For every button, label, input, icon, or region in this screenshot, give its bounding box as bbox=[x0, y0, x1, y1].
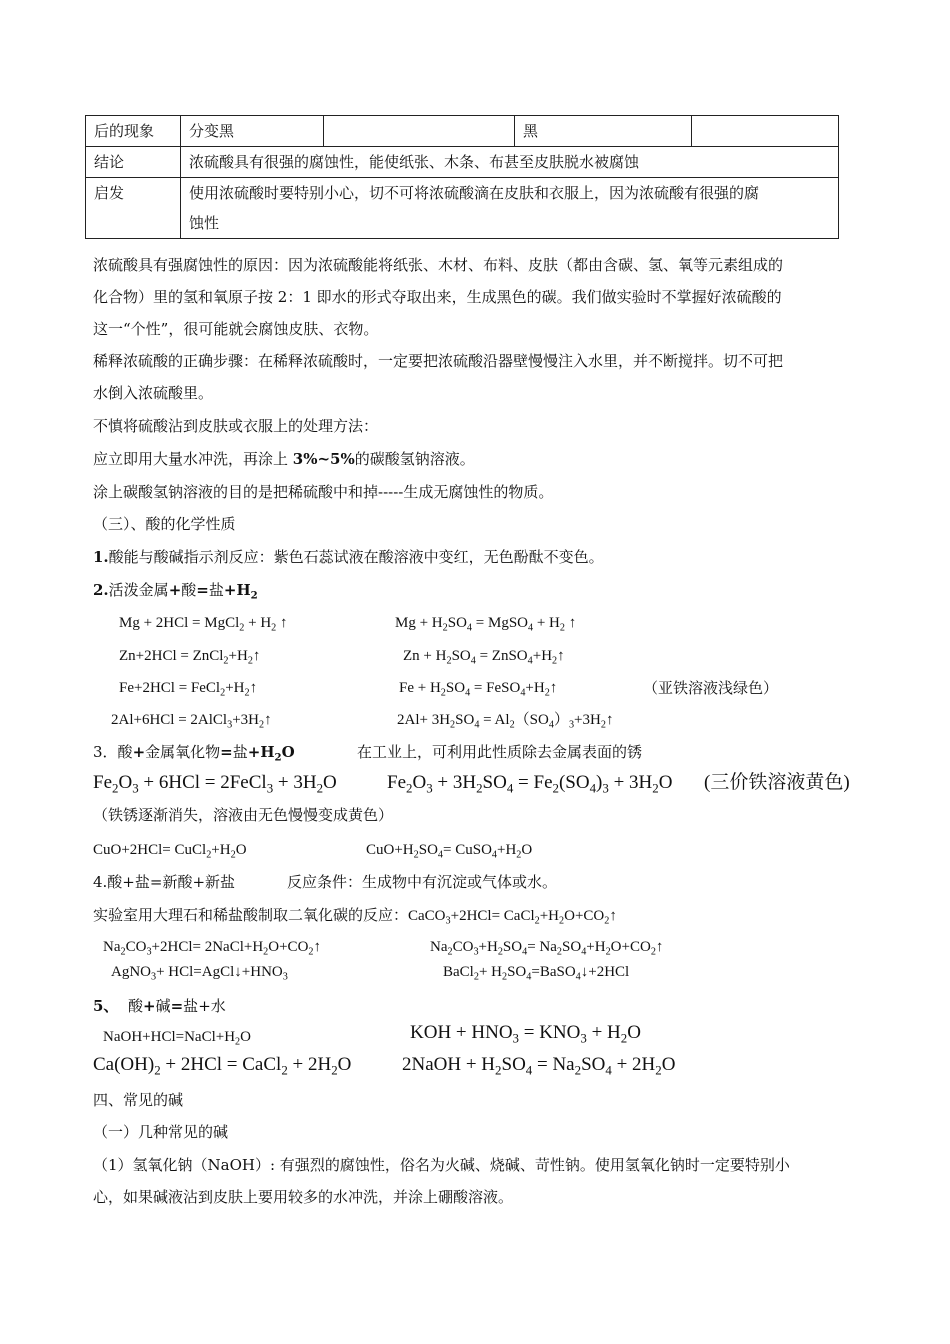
subscript: 2 bbox=[516, 849, 522, 861]
text-run: 2 bbox=[250, 589, 258, 602]
subsection-heading bbox=[93, 580, 258, 600]
formula-text: O bbox=[337, 1054, 352, 1075]
subscript: 2 bbox=[652, 780, 659, 796]
formula-text: SO bbox=[562, 939, 582, 955]
subscript: 4 bbox=[520, 687, 526, 699]
formula-text: + 3H bbox=[608, 772, 653, 793]
formula-text: 2Al+ 3H bbox=[397, 712, 451, 728]
subscript: 3 bbox=[445, 915, 451, 927]
formula-text: ↑ bbox=[609, 908, 617, 924]
subscript: 3 bbox=[282, 971, 288, 983]
equation bbox=[430, 937, 663, 957]
formula-text: CuO+2HCl= CuCl bbox=[93, 842, 207, 858]
paragraph-line: 心，如果碱液沾到皮肤上要用较多的水冲洗，并涂上硼酸溶液。 bbox=[93, 1188, 514, 1206]
formula-text: +H bbox=[228, 648, 248, 664]
subscript: 2 bbox=[316, 780, 324, 796]
formula-text: =BaSO bbox=[531, 964, 576, 980]
paragraph-line: 涂上碳酸氢钠溶液的目的是把稀硫酸中和掉-----生成无腐蚀性的物质。 bbox=[93, 483, 554, 501]
table-cell: 启发 bbox=[86, 178, 181, 239]
subscript: 2 bbox=[413, 849, 419, 861]
subscript: 4 bbox=[474, 719, 480, 731]
subscript: 2 bbox=[559, 622, 565, 634]
formula-text: O+CO bbox=[610, 939, 651, 955]
subscript: 2 bbox=[239, 622, 245, 634]
formula-text: ↑ bbox=[313, 939, 321, 955]
paragraph-line bbox=[93, 905, 617, 926]
formula-text: +H bbox=[525, 680, 545, 696]
experiment-table bbox=[85, 115, 839, 239]
formula-text: = Al bbox=[479, 712, 510, 728]
formula-text: = FeSO bbox=[470, 680, 521, 696]
table-cell: 浓硫酸具有很强的腐蚀性，能使纸张、木条、布甚至皮肤脱水被腐蚀 bbox=[181, 147, 839, 178]
formula-text: SO bbox=[502, 939, 523, 955]
paragraph-line: 水倒入浓硫酸里。 bbox=[93, 384, 214, 402]
text-run: 水 bbox=[210, 997, 226, 1015]
formula-text: Fe + H bbox=[399, 680, 441, 696]
text-run: 3%~5% bbox=[292, 450, 355, 468]
formula-text: ） bbox=[553, 712, 569, 728]
equation bbox=[103, 937, 321, 957]
subscript: 2 bbox=[446, 655, 452, 667]
subscript: 2 bbox=[230, 849, 236, 861]
subscript: 2 bbox=[501, 971, 508, 983]
formula-text: +H bbox=[225, 680, 245, 696]
formula-text: Fe+2HCl = FeCl bbox=[119, 680, 221, 696]
formula-text: ↑ bbox=[564, 615, 577, 631]
subscript: 4 bbox=[527, 655, 533, 667]
subscript: 2 bbox=[552, 780, 559, 796]
paragraph-line: 稀释浓硫酸的正确步骤：在稀释浓硫酸时，一定要把浓硫酸沿器壁慢慢注入水里，并不断搅拌。切不可把 bbox=[93, 352, 784, 370]
formula-text: SO bbox=[445, 680, 466, 696]
paragraph-line: 不慎将硫酸沾到皮肤或衣服上的处理方法： bbox=[93, 417, 379, 435]
formula-text: + 6HCl = 2FeCl bbox=[138, 772, 267, 793]
subsection-heading bbox=[93, 742, 295, 762]
subscript: 2 bbox=[331, 1062, 338, 1078]
subscript: 2 bbox=[476, 780, 483, 796]
formula-text: Ca(OH) bbox=[93, 1054, 155, 1075]
subscript: 3 bbox=[266, 780, 274, 796]
formula-text: = Na bbox=[532, 1054, 575, 1075]
subscript: 2 bbox=[247, 655, 253, 667]
text-run: = bbox=[196, 581, 209, 599]
subscript: 2 bbox=[559, 915, 565, 927]
subsection-heading: 4.酸+盐=新酸+新盐 bbox=[93, 873, 236, 891]
formula-text: Fe bbox=[93, 772, 112, 793]
formula-text: +H bbox=[211, 842, 231, 858]
table-row bbox=[86, 178, 839, 239]
formula-text: ↑ bbox=[549, 680, 558, 696]
text-run: 酸 bbox=[181, 581, 197, 599]
equation bbox=[111, 962, 288, 982]
formula-text: SO bbox=[451, 648, 471, 664]
subscript: 2 bbox=[620, 1030, 628, 1046]
subscript: 2 bbox=[223, 655, 229, 667]
equation bbox=[395, 613, 576, 633]
paragraph-line: （铁锈逐渐消失，溶液由无色慢慢变成黄色） bbox=[93, 806, 394, 824]
color-note: （亚铁溶液浅绿色） bbox=[643, 679, 779, 697]
subscript: 2 bbox=[259, 719, 265, 731]
subscript: 2 bbox=[263, 946, 269, 958]
formula-text: +H bbox=[539, 908, 560, 924]
formula-text: = Fe bbox=[513, 772, 553, 793]
formula-text: Na bbox=[103, 939, 121, 955]
table-cell-line: 使用浓硫酸时要特别小心，切不可将浓硫酸滴在皮肤和衣服上，因为浓硫酸有很强的腐 bbox=[189, 184, 760, 202]
paragraph-line: 化合物）里的氢和氧原子按 2：1 即水的形式夺取出来，生成黑色的碳。我们做实验时不掌握好浓硫酸的 bbox=[93, 288, 782, 306]
equation bbox=[119, 613, 288, 633]
subscript: 4 bbox=[470, 655, 476, 667]
formula-text: O bbox=[627, 1022, 641, 1043]
formula-text: +H bbox=[586, 939, 606, 955]
subscript: 3 bbox=[580, 1030, 587, 1046]
text-run: 应立即用大量水冲洗，再涂上 bbox=[93, 450, 293, 468]
formula-text: ↑ bbox=[252, 648, 261, 664]
formula-text: = CuSO bbox=[443, 842, 492, 858]
subscript: 2 bbox=[604, 915, 610, 927]
subscript: 4 bbox=[491, 849, 497, 861]
text-run: 2. bbox=[93, 581, 109, 599]
subscript: 3 bbox=[132, 780, 139, 796]
text-run: + bbox=[143, 997, 156, 1015]
equation bbox=[119, 678, 257, 698]
subscript: 2 bbox=[509, 719, 515, 731]
formula-text: CuO+H bbox=[366, 842, 414, 858]
section-heading: （一）几种常见的碱 bbox=[93, 1123, 229, 1141]
subscript: 4 bbox=[437, 849, 444, 861]
formula-text: SO bbox=[418, 842, 438, 858]
section-heading: 四、常见的碱 bbox=[93, 1091, 184, 1109]
equation bbox=[119, 646, 260, 666]
text-run: O bbox=[281, 743, 295, 761]
paragraph-line bbox=[93, 449, 475, 469]
formula-text: +H bbox=[532, 648, 553, 664]
formula-text: + 2HCl = CaCl bbox=[160, 1054, 282, 1075]
table-cell-line: 蚀性 bbox=[189, 214, 220, 232]
subscript: 4 bbox=[465, 687, 471, 699]
subscript: 2 bbox=[447, 946, 453, 958]
formula-text: +2HCl= 2NaCl+H bbox=[151, 939, 264, 955]
subscript: 4 bbox=[522, 946, 528, 958]
formula-text: Zn+2HCl = ZnCl bbox=[119, 648, 224, 664]
subscript: 2 bbox=[544, 687, 550, 699]
formula-text: BaCl bbox=[443, 964, 474, 980]
formula-text: + 3H bbox=[273, 772, 317, 793]
equation bbox=[408, 908, 617, 927]
subscript: 2 bbox=[406, 780, 413, 796]
formula-text: 2Al+6HCl = 2AlCl bbox=[111, 712, 228, 728]
equation bbox=[443, 962, 629, 982]
text-run: 酸 bbox=[117, 743, 133, 761]
paragraph-line: （1）氢氧化钠（NaOH）: 有强烈的腐蚀性，俗名为火碱、烧碱、苛性钠。使用氢氧化钠时一定要特别小 bbox=[93, 1156, 790, 1174]
equation bbox=[410, 1021, 641, 1045]
equation bbox=[93, 1053, 351, 1077]
formula-text: O bbox=[323, 772, 337, 793]
equation bbox=[387, 771, 672, 795]
formula-text: SO bbox=[447, 615, 467, 631]
subscript: 4 bbox=[528, 622, 534, 634]
paragraph-line: 浓硫酸具有强腐蚀性的原因：因为浓硫酸能将纸张、木材、布料、皮肤（都由含碳、氢、氧等元素组成的 bbox=[93, 256, 784, 274]
formula-text: Mg + H bbox=[395, 615, 443, 631]
text-run: 盐 bbox=[183, 997, 199, 1015]
text-run: 1. bbox=[93, 548, 109, 566]
text-run: 5、 bbox=[93, 997, 119, 1015]
text-run: 盐 bbox=[208, 581, 224, 599]
equation bbox=[93, 840, 247, 860]
formula-text: Zn + H bbox=[403, 648, 447, 664]
formula-text: + 2H bbox=[287, 1054, 332, 1075]
formula-text: O bbox=[521, 842, 533, 858]
table-cell: 结论 bbox=[86, 147, 181, 178]
subscript: 2 bbox=[655, 1062, 662, 1078]
subscript: 2 bbox=[308, 946, 314, 958]
equation bbox=[366, 840, 532, 860]
text-run: 酸 bbox=[127, 997, 143, 1015]
subscript: 2 bbox=[112, 780, 119, 796]
subscript: 2 bbox=[154, 1062, 161, 1078]
formula-text: ↑ bbox=[276, 615, 288, 631]
subscript: 4 bbox=[526, 971, 532, 983]
subscript: 4 bbox=[466, 622, 473, 634]
subscript: 3 bbox=[227, 719, 233, 731]
subscript: 3 bbox=[473, 946, 479, 958]
subscript: 4 bbox=[605, 1062, 612, 1078]
text-run: 盐 bbox=[232, 743, 248, 761]
subscript: 4 bbox=[506, 780, 514, 796]
formula-text: = ZnSO bbox=[475, 648, 528, 664]
formula-text: +H bbox=[478, 939, 498, 955]
equation bbox=[397, 710, 613, 730]
formula-text: （SO bbox=[514, 712, 549, 728]
formula-text: +2HCl= CaCl bbox=[450, 908, 535, 924]
formula-text: O bbox=[235, 842, 247, 858]
paragraph-line: 这一“个性”，很可能就会腐蚀皮肤、衣物。 bbox=[93, 320, 379, 338]
formula-text: (SO bbox=[558, 772, 590, 793]
text-run: 实验室用大理石和稀盐酸制取二氧化碳的反应： bbox=[93, 906, 409, 924]
subscript: 3 bbox=[151, 971, 157, 983]
subscript: 2 bbox=[220, 687, 226, 699]
equation bbox=[403, 646, 565, 666]
formula-text: O bbox=[658, 772, 673, 793]
table-cell: 黑 bbox=[515, 116, 692, 147]
text-run: = bbox=[220, 743, 233, 761]
formula-text: SO bbox=[501, 1054, 526, 1075]
table-cell: 分变黑 bbox=[181, 116, 324, 147]
subscript: 2 bbox=[440, 687, 446, 699]
color-note: (三价铁溶液黄色) bbox=[704, 772, 850, 793]
subscript: 2 bbox=[605, 946, 611, 958]
subscript: 4 bbox=[589, 780, 597, 796]
formula-text: + H bbox=[586, 1022, 621, 1043]
subsection-heading bbox=[93, 996, 226, 1016]
subscript: 2 bbox=[556, 946, 562, 958]
equation bbox=[111, 710, 272, 730]
subscript: 4 bbox=[548, 719, 554, 731]
text-run: = bbox=[170, 997, 184, 1015]
table-cell bbox=[324, 116, 515, 147]
subscript: 2 bbox=[281, 1062, 288, 1078]
equation bbox=[399, 678, 557, 698]
formula-text: 2NaOH + H bbox=[402, 1054, 496, 1075]
formula-text: + H bbox=[478, 964, 502, 980]
formula-text: ↑ bbox=[655, 939, 664, 955]
text-run: +H bbox=[247, 743, 275, 761]
text-run: + bbox=[198, 997, 211, 1015]
subscript: 2 bbox=[495, 1062, 502, 1078]
text-run: 金属氧化物 bbox=[145, 743, 221, 761]
formula-text: + H bbox=[244, 615, 272, 631]
subscript: 3 bbox=[426, 780, 433, 796]
table-row bbox=[86, 116, 839, 147]
formula-text: NaOH+HCl=NaCl+H bbox=[103, 1029, 236, 1045]
formula-text: SO bbox=[482, 772, 507, 793]
table-cell: 后的现象 bbox=[86, 116, 181, 147]
formula-text: O bbox=[661, 1054, 676, 1075]
subscript: 2 bbox=[244, 687, 250, 699]
text-run: 3． bbox=[93, 743, 118, 761]
text-run: 酸能与酸碱指示剂反应：紫色石蕊试液在酸溶液中变红，无色酚酞不变色。 bbox=[108, 548, 604, 566]
formula-text: O bbox=[412, 772, 427, 793]
formula-text: SO bbox=[507, 964, 527, 980]
subscript: 2 bbox=[235, 1036, 241, 1048]
formula-text: O bbox=[118, 772, 133, 793]
text-run: 的碳酸氢钠溶液。 bbox=[354, 450, 475, 468]
subscript: 2 bbox=[574, 1062, 582, 1078]
formula-text: Fe bbox=[387, 772, 406, 793]
subscript: 2 bbox=[206, 849, 212, 861]
subscript: 2 bbox=[450, 719, 456, 731]
formula-text: ↑ bbox=[557, 648, 565, 664]
formula-text: KOH + HNO bbox=[410, 1022, 513, 1043]
formula-text: AgNO bbox=[111, 964, 151, 980]
formula-text: O+CO bbox=[564, 908, 605, 924]
equation bbox=[402, 1053, 675, 1077]
formula-text: O bbox=[240, 1029, 251, 1045]
table-row bbox=[86, 147, 839, 178]
text-run: + bbox=[132, 743, 146, 761]
table-cell bbox=[692, 116, 839, 147]
subscript: 2 bbox=[650, 946, 656, 958]
text-run: 2 bbox=[274, 751, 282, 764]
equation bbox=[93, 771, 337, 795]
formula-text: ↑ bbox=[249, 680, 258, 696]
subscript: 4 bbox=[581, 946, 587, 958]
formula-text: ↑ bbox=[605, 712, 614, 728]
formula-text: + 2H bbox=[611, 1054, 656, 1075]
text-run: + bbox=[168, 581, 182, 599]
subscript: 3 bbox=[568, 719, 575, 731]
formula-text: Na bbox=[430, 939, 448, 955]
text-run: 碱 bbox=[155, 997, 171, 1015]
subscript: 2 bbox=[534, 915, 540, 927]
section-heading: （三）、酸的化学性质 bbox=[93, 515, 236, 533]
subscript: 3 bbox=[602, 780, 609, 796]
subscript: 3 bbox=[146, 946, 152, 958]
paragraph-line: 反应条件：生成物中有沉淀或气体或水。 bbox=[287, 873, 558, 891]
formula-text: SO bbox=[581, 1054, 606, 1075]
formula-text: +3H bbox=[232, 712, 259, 728]
formula-text: CO bbox=[125, 939, 147, 955]
formula-text: +3H bbox=[574, 712, 601, 728]
subscript: 2 bbox=[271, 622, 277, 634]
formula-text: Mg + 2HCl = MgCl bbox=[119, 615, 240, 631]
formula-text: +H bbox=[497, 842, 517, 858]
formula-text: ↑ bbox=[264, 712, 272, 728]
formula-text: + H bbox=[533, 615, 560, 631]
formula-text: SO bbox=[455, 712, 475, 728]
equation bbox=[103, 1027, 251, 1047]
subscript: 2 bbox=[442, 622, 448, 634]
subscript: 2 bbox=[473, 971, 479, 983]
text-run: 活泼金属 bbox=[108, 581, 169, 599]
text-run: +H bbox=[223, 581, 251, 599]
subscript: 2 bbox=[600, 719, 606, 731]
table-cell bbox=[181, 178, 839, 239]
paragraph-line bbox=[93, 547, 604, 567]
formula-text: + 3H bbox=[432, 772, 477, 793]
subscript: 4 bbox=[525, 1062, 533, 1078]
subscript: 2 bbox=[552, 655, 558, 667]
subscript: 4 bbox=[575, 971, 581, 983]
formula-text: = Na bbox=[527, 939, 557, 955]
formula-text: = KNO bbox=[519, 1022, 581, 1043]
formula-text: = MgSO bbox=[472, 615, 528, 631]
formula-text: ↓+2HCl bbox=[580, 964, 630, 980]
subscript: 3 bbox=[512, 1030, 519, 1046]
paragraph-line: 在工业上，可利用此性质除去金属表面的锈 bbox=[357, 743, 643, 761]
subscript: 2 bbox=[120, 946, 126, 958]
formula-text: CaCO bbox=[408, 908, 446, 924]
formula-text: O+CO bbox=[268, 939, 309, 955]
formula-text: ) bbox=[596, 772, 603, 793]
subscript: 2 bbox=[497, 946, 503, 958]
formula-text: CO bbox=[452, 939, 474, 955]
formula-text: + HCl=AgCl↓+HNO bbox=[156, 964, 283, 980]
